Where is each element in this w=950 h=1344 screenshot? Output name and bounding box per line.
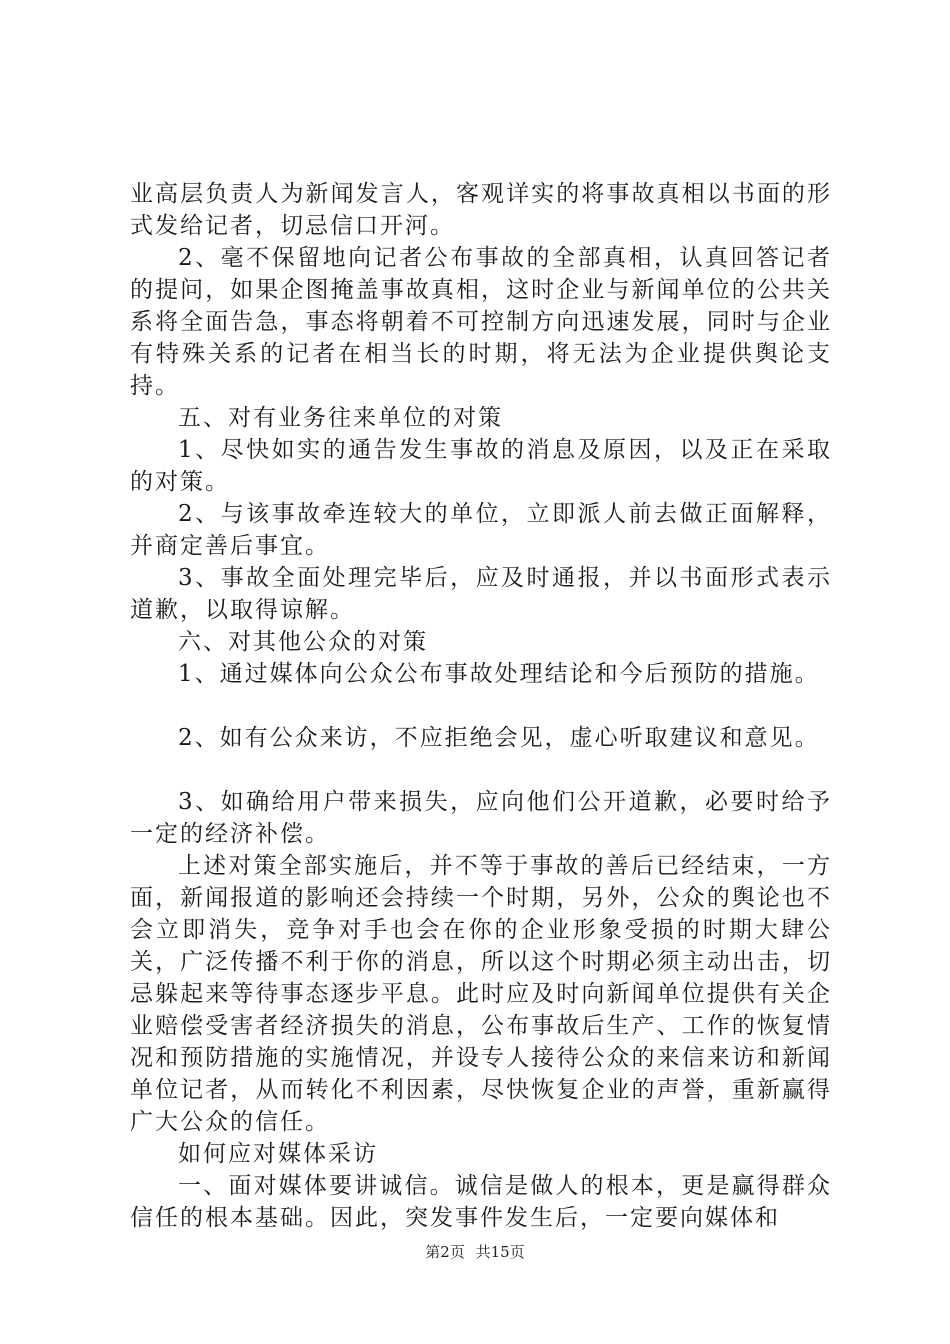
section-heading-media: 如何应对媒体采访 — [178, 1141, 378, 1167]
paragraph-0: 业高层负责人为新闻发言人，客观详实的将事故真相以书面的形式发给记者，切忌信口开河。 — [130, 181, 832, 239]
section-heading-6: 六、对其他公众的对策 — [178, 629, 428, 655]
paragraph-7: 1、通过媒体向公众公布事故处理结论和今后预防的措施。 — [178, 661, 820, 687]
paragraph-9: 3、如确给用户带来损失，应向他们公开道歉，必要时给予一定的经济补偿。 — [130, 789, 832, 847]
document-body — [130, 178, 832, 1234]
page-total: 共15页 — [475, 1243, 525, 1261]
page-number: 第2页 — [425, 1243, 465, 1261]
paragraph-10: 上述对策全部实施后，并不等于事故的善后已经结束，一方面，新闻报道的影响还会持续一个时期，另外，公众的舆论也不会立即消失，竞争对手也会在你的企业形象受损的时期大肆公关，广泛传播不利于你的消息，所以这个时期必须主动出击，切忌躲起来等待事态逐步平息。此时应及时向新闻单位提供有关企业赔偿受害者经济损失的消息，公布事故后生产、工作的恢复情况和预防措施的实施情况，并设专人接待公众的来信来访和新闻单位记者，从而转化不利因素，尽快恢复企业的声誉，重新赢得广大公众的信任。 — [130, 853, 832, 1135]
paragraph-1: 2、毫不保留地向记者公布事故的全部真相，认真回答记者的提问，如果企图掩盖事故真相，这时企业与新闻单位的公共关系将全面告急，事态将朝着不可控制方向迅速发展，同时与企业有特殊关系的记者在相当长的时期，将无法为企业提供舆论支持。 — [130, 245, 832, 399]
paragraph-4: 2、与该事故牵连较大的单位，立即派人前去做正面解释，并商定善后事宜。 — [130, 501, 832, 559]
paragraph-12: 一、面对媒体要讲诚信。诚信是做人的根本，更是赢得群众信任的根本基础。因此，突发事件发生后，一定要向媒体和 — [130, 1173, 832, 1231]
paragraph-5: 3、事故全面处理完毕后，应及时通报，并以书面形式表示道歉，以取得谅解。 — [130, 565, 832, 623]
page-footer — [0, 1242, 950, 1262]
paragraph-3: 1、尽快如实的通告发生事故的消息及原因，以及正在采取的对策。 — [130, 437, 832, 495]
paragraph-8: 2、如有公众来访，不应拒绝会见，虚心听取建议和意见。 — [178, 725, 820, 751]
section-heading-5: 五、对有业务往来单位的对策 — [178, 405, 503, 431]
